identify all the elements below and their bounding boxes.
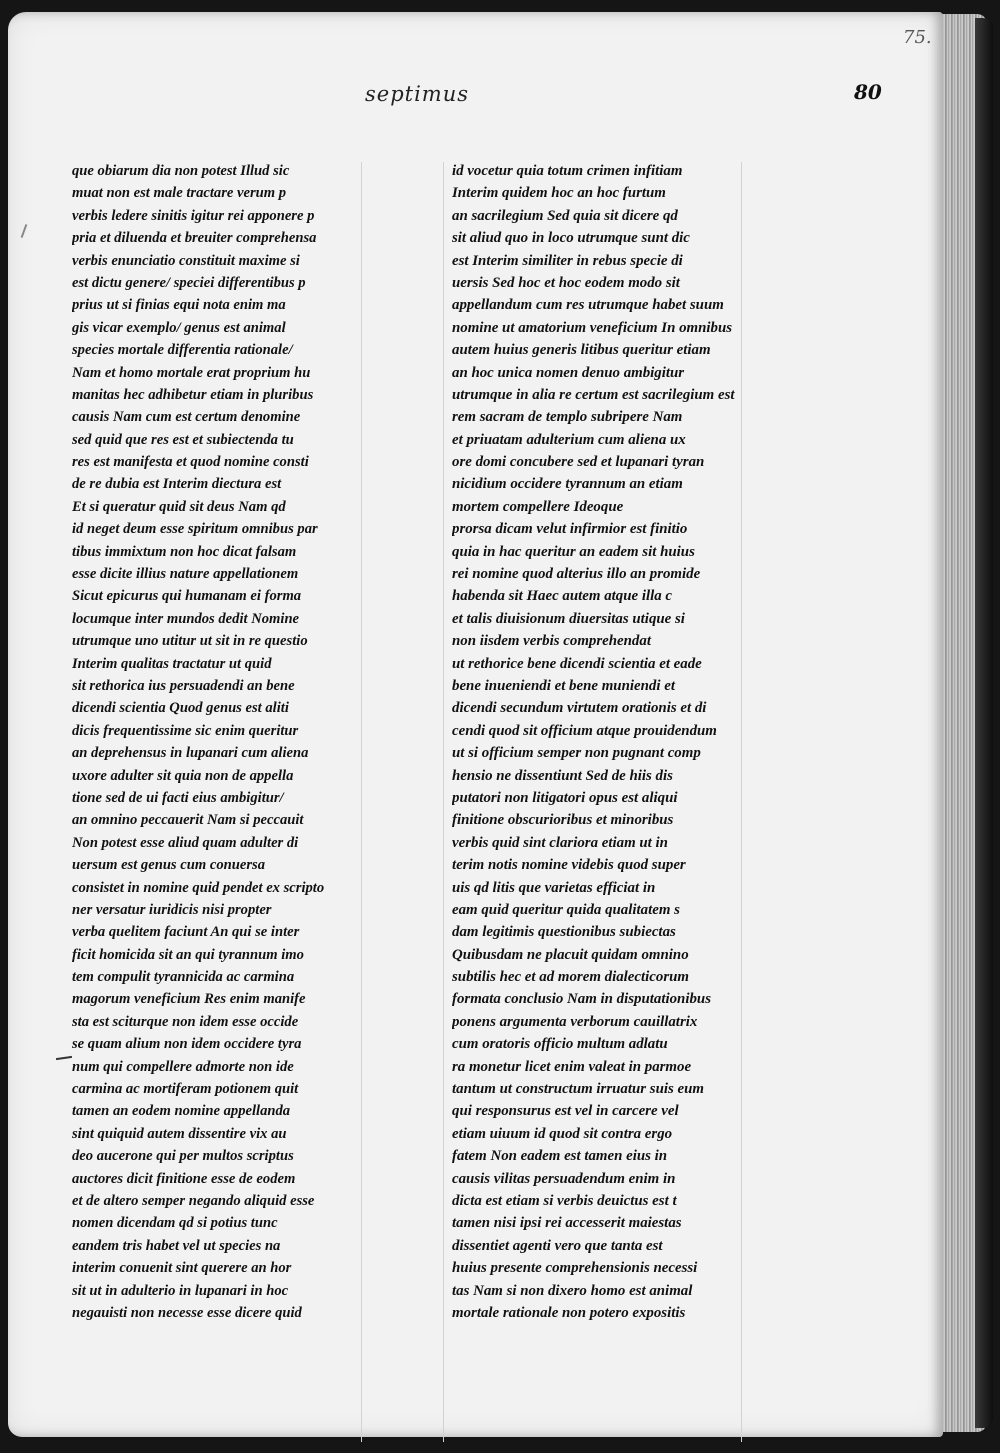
manuscript-line: ut rethorice bene dicendi scientia et eade: [452, 655, 702, 672]
running-head: septimus: [365, 82, 470, 106]
manuscript-line: Interim quidem hoc an hoc furtum: [452, 185, 666, 202]
manuscript-line: Non potest esse aliud quam adulter di: [72, 834, 299, 851]
manuscript-line: tas Nam si non dixero homo est animal: [452, 1282, 693, 1299]
manuscript-line: negauisti non necesse esse dicere quid: [72, 1304, 302, 1321]
manuscript-line: uersis Sed hoc et hoc eodem modo sit: [452, 274, 680, 291]
manuscript-line: ponens argumenta verborum cauillatrix: [452, 1013, 698, 1030]
manuscript-line: ra monetur licet enim valeat in parmoe: [452, 1058, 692, 1075]
manuscript-line: sit rethorica ius persuadendi an bene: [72, 677, 295, 694]
manuscript-line: tione sed de ui facti eius ambigitur/: [72, 789, 284, 806]
manuscript-line: Sicut epicurus qui humanam ei forma: [72, 588, 302, 605]
manuscript-line: muat non est male tractare verum p: [72, 185, 287, 202]
manuscript-line: est dictu genere/ speciei differentibus p: [72, 274, 306, 291]
manuscript-line: hensio ne dissentiunt Sed de hiis dis: [452, 767, 673, 784]
text-column-left: [72, 160, 384, 1324]
manuscript-line: formata conclusio Nam in disputationibus: [452, 991, 711, 1008]
manuscript-line: que obiarum dia non potest Illud sic: [72, 163, 290, 179]
manuscript-line: deo aucerone qui per multos scriptus: [72, 1148, 294, 1165]
manuscript-line: etiam uiuum id quod sit contra ergo: [452, 1125, 673, 1142]
manuscript-line: dam legitimis questionibus subiectas: [452, 924, 676, 941]
manuscript-line: interim conuenit sint querere an hor: [72, 1260, 292, 1277]
manuscript-line: causis vilitas persuadendum enim in: [452, 1170, 676, 1187]
manuscript-line: Quibusdam ne placuit quidam omnino: [452, 946, 689, 963]
manuscript-line: et talis diuisionum diuersitas utique si: [452, 610, 685, 627]
manuscript-line: verbis ledere sinitis igitur rei apponere p: [72, 207, 315, 224]
manuscript-line: eandem tris habet vel ut species na: [72, 1237, 281, 1254]
manuscript-line: eam quid queritur quida qualitatem s: [452, 901, 680, 918]
manuscript-line: dicta est etiam si verbis deuictus est t: [452, 1192, 677, 1209]
manuscript-line: id neget deum esse spiritum omnibus par: [72, 521, 318, 538]
manuscript-line: et de altero semper negando aliquid esse: [72, 1192, 315, 1209]
manuscript-line: de re dubia est Interim diectura est: [72, 476, 282, 493]
manuscript-line: tamen nisi ipsi rei accesserit maiestas: [452, 1215, 682, 1232]
manuscript-line: num qui compellere admorte non ide: [72, 1058, 294, 1075]
manuscript-line: prorsa dicam velut infirmior est finitio: [452, 521, 688, 538]
manuscript-line: uxore adulter sit quia non de appella: [72, 767, 294, 784]
manuscript-line: non iisdem verbis comprehendat: [452, 633, 651, 650]
manuscript-line: Nam et homo mortale erat proprium hu: [72, 364, 311, 381]
manuscript-line: huius presente comprehensionis necessi: [452, 1260, 698, 1277]
manuscript-line: esse dicite illius nature appellationem: [72, 566, 299, 583]
manuscript-line: finitione obscurioribus et minoribus: [452, 812, 674, 829]
margin-mark: [21, 224, 28, 238]
manuscript-line: sta est sciturque non idem esse occide: [72, 1013, 299, 1030]
manuscript-line: sint quiquid autem dissentire vix au: [72, 1125, 287, 1142]
manuscript-line: mortale rationale non potero expositis: [452, 1304, 686, 1321]
manuscript-line: rem sacram de templo subripere Nam: [452, 409, 683, 426]
manuscript-line: nicidium occidere tyrannum an etiam: [452, 476, 683, 493]
manuscript-line: nomen dicendam qd si potius tunc: [72, 1215, 278, 1232]
manuscript-line: prius ut si finias equi nota enim ma: [72, 297, 286, 314]
manuscript-line: tamen an eodem nomine appellanda: [72, 1103, 291, 1120]
manuscript-line: autem huius generis litibus queritur etiam: [452, 342, 711, 359]
manuscript-line: ner versatur iuridicis nisi propter: [72, 901, 272, 918]
manuscript-line: cum oratoris officio multum adlatu: [452, 1036, 668, 1053]
manuscript-line: consistet in nomine quid pendet ex scripto: [72, 879, 325, 896]
archive-folio-number: 75.: [903, 27, 932, 48]
manuscript-line: ut si officium semper non pugnant comp: [452, 745, 701, 762]
manuscript-line: dicendi secundum virtutem orationis et di: [452, 700, 707, 717]
manuscript-line: an sacrilegium Sed quia sit dicere qd: [452, 207, 678, 224]
manuscript-line: sit ut in adulterio in lupanari in hoc: [72, 1282, 289, 1299]
manuscript-line: sed quid que res est et subiectenda tu: [72, 431, 294, 448]
manuscript-line: tantum ut constructum irruatur suis eum: [452, 1081, 704, 1098]
manuscript-line: verba quelitem faciunt An qui se inter: [72, 924, 300, 941]
manuscript-line: manitas hec adhibetur etiam in pluribus: [72, 386, 314, 403]
manuscript-line: se quam alium non idem occidere tyra: [72, 1036, 302, 1053]
text-column-right: [452, 160, 772, 1324]
manuscript-line: dissentiet agenti vero que tanta est: [452, 1237, 663, 1254]
manuscript-line: an omnino peccauerit Nam si peccauit: [72, 812, 304, 829]
manuscript-line: verbis quid sint clariora etiam ut in: [452, 834, 668, 851]
manuscript-line: res est manifesta et quod nomine consti: [72, 454, 309, 471]
margin-dash-mark: [56, 1056, 72, 1060]
manuscript-line: tibus immixtum non hoc dicat falsam: [72, 543, 297, 560]
manuscript-line: auctores dicit finitione esse de eodem: [72, 1170, 296, 1187]
manuscript-line: causis Nam cum est certum denomine: [72, 409, 301, 426]
manuscript-line: est Interim similiter in rebus specie di: [452, 252, 683, 269]
manuscript-line: verbis enunciatio constituit maxime si: [72, 252, 300, 269]
manuscript-line: magorum veneficium Res enim manife: [72, 991, 306, 1008]
manuscript-line: qui responsurus est vel in carcere vel: [452, 1103, 679, 1120]
manuscript-line: et priuatam adulterium cum aliena ux: [452, 431, 686, 448]
manuscript-line: uis qd litis que varietas efficiat in: [452, 879, 656, 896]
manuscript-line: utrumque uno utitur ut sit in re questio: [72, 633, 308, 650]
manuscript-line: fatem Non eadem est tamen eius in: [452, 1148, 668, 1165]
manuscript-line: terim notis nomine videbis quod super: [452, 857, 686, 874]
manuscript-line: species mortale differentia rationale/: [72, 342, 293, 359]
manuscript-line: habenda sit Haec autem atque illa c: [452, 588, 673, 605]
manuscript-line: ficit homicida sit an qui tyrannum imo: [72, 946, 304, 963]
manuscript-line: Et si queratur quid sit deus Nam qd: [72, 498, 286, 515]
manuscript-line: nomine ut amatorium veneficium In omnibus: [452, 319, 733, 336]
manuscript-line: an hoc unica nomen denuo ambigitur: [452, 364, 685, 381]
manuscript-line: gis vicar exemplo/ genus est animal: [72, 319, 286, 336]
manuscript-line: id vocetur quia totum crimen infitiam: [452, 163, 683, 179]
ruling-line: [443, 162, 444, 1442]
manuscript-line: sit aliud quo in loco utrumque sunt dic: [452, 230, 690, 247]
manuscript-line: tem compulit tyrannicida ac carmina: [72, 969, 295, 986]
manuscript-line: carmina ac mortiferam potionem quit: [72, 1081, 299, 1098]
manuscript-line: rei nomine quod alterius illo an promide: [452, 566, 701, 583]
folio-number: 80: [854, 80, 882, 104]
manuscript-line: subtilis hec et ad morem dialecticorum: [452, 969, 689, 986]
manuscript-line: dicendi scientia Quod genus est aliti: [72, 700, 289, 717]
manuscript-line: quia in hac queritur an eadem sit huius: [452, 543, 695, 560]
manuscript-line: appellandum cum res utrumque habet suum: [452, 297, 724, 314]
manuscript-line: Interim qualitas tractatur ut quid: [72, 655, 272, 672]
manuscript-line: bene inueniendi et bene muniendi et: [452, 677, 675, 694]
manuscript-line: uersum est genus cum conuersa: [72, 857, 265, 874]
manuscript-line: putatori non litigatori opus est aliqui: [452, 789, 678, 806]
manuscript-line: mortem compellere Ideoque: [452, 498, 624, 515]
manuscript-line: pria et diluenda et breuiter comprehensa: [72, 230, 317, 247]
manuscript-line: locumque inter mundos dedit Nomine: [72, 610, 300, 627]
manuscript-line: cendi quod sit officium atque prouidendum: [452, 722, 717, 739]
manuscript-line: an deprehensus in lupanari cum aliena: [72, 745, 309, 762]
manuscript-line: ore domi concubere sed et lupanari tyran: [452, 454, 705, 471]
manuscript-line: utrumque in alia re certum est sacrilegium est: [452, 386, 735, 403]
manuscript-line: dicis frequentissime sic enim queritur: [72, 722, 299, 739]
book-binding-shadow: [975, 18, 993, 1428]
